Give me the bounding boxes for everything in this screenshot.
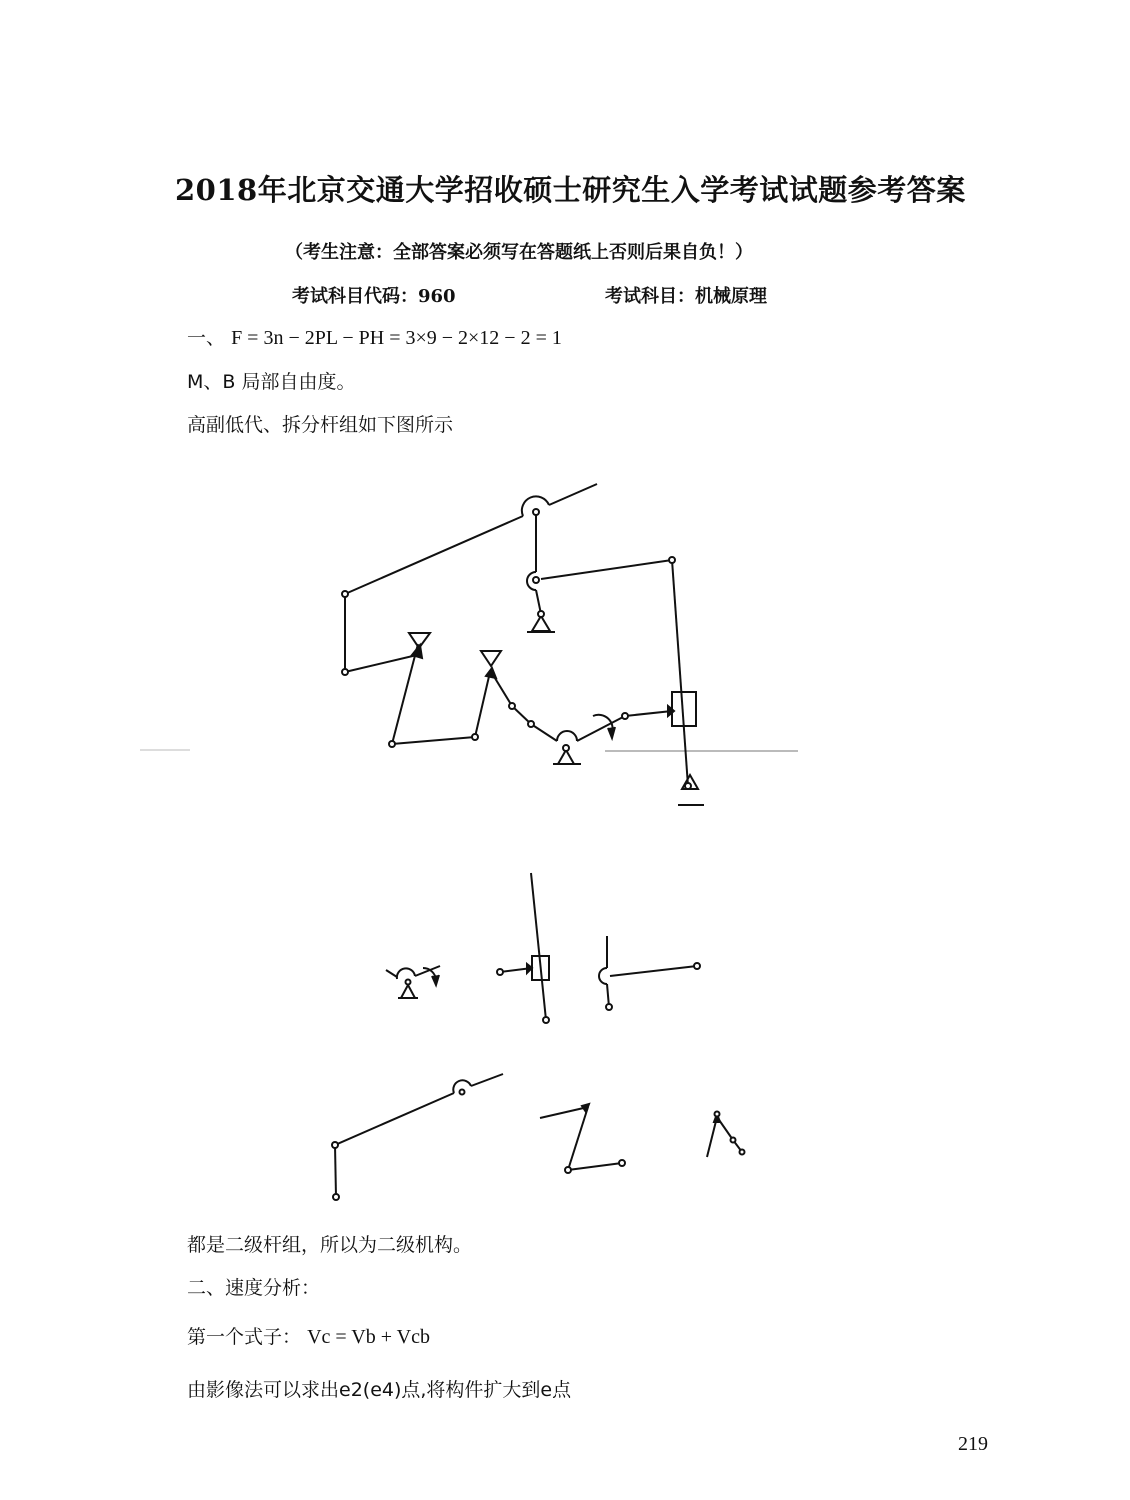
crank-group (386, 966, 440, 998)
image-method-text: 由影像法可以求出e2(e4)点,将构件扩大到e点 (187, 1379, 572, 1401)
velocity-equation: Vc = Vb + Vcb (307, 1326, 430, 1348)
first-equation-prefix: 第一个式子： (187, 1326, 302, 1348)
exam-code: 考试科目代码：960 (292, 286, 456, 307)
lambda-link-group (707, 1112, 745, 1158)
dof-formula: F = 3n − 2PL − PH = 3×9 − 2×12 − 2 = 1 (231, 327, 562, 349)
replacement-note: 高副低代、拆分杆组如下图所示 (187, 414, 454, 436)
local-freedom-text: M、B 局部自由度。 (187, 371, 356, 393)
long-link-group (332, 1074, 503, 1200)
conclusion-text: 都是二级杆组，所以为二级机构。 (187, 1234, 473, 1256)
document-title: 2018年北京交通大学招收硕士研究生入学考试试题参考答案 (175, 173, 966, 207)
page-number: 219 (958, 1433, 988, 1455)
main-mechanism (342, 484, 704, 805)
exam-notice: （考生注意：全部答案必须写在答题纸上否则后果自负！） (285, 242, 753, 263)
rocker-group (599, 936, 700, 1010)
z-link-group (540, 1104, 625, 1173)
section-1-prefix: 一、 (187, 327, 226, 349)
section-2-title: 二、速度分析： (187, 1277, 321, 1299)
slider-group (497, 873, 549, 1023)
exam-subject: 考试科目：机械原理 (605, 286, 767, 307)
first-equation-line (187, 1322, 430, 1349)
